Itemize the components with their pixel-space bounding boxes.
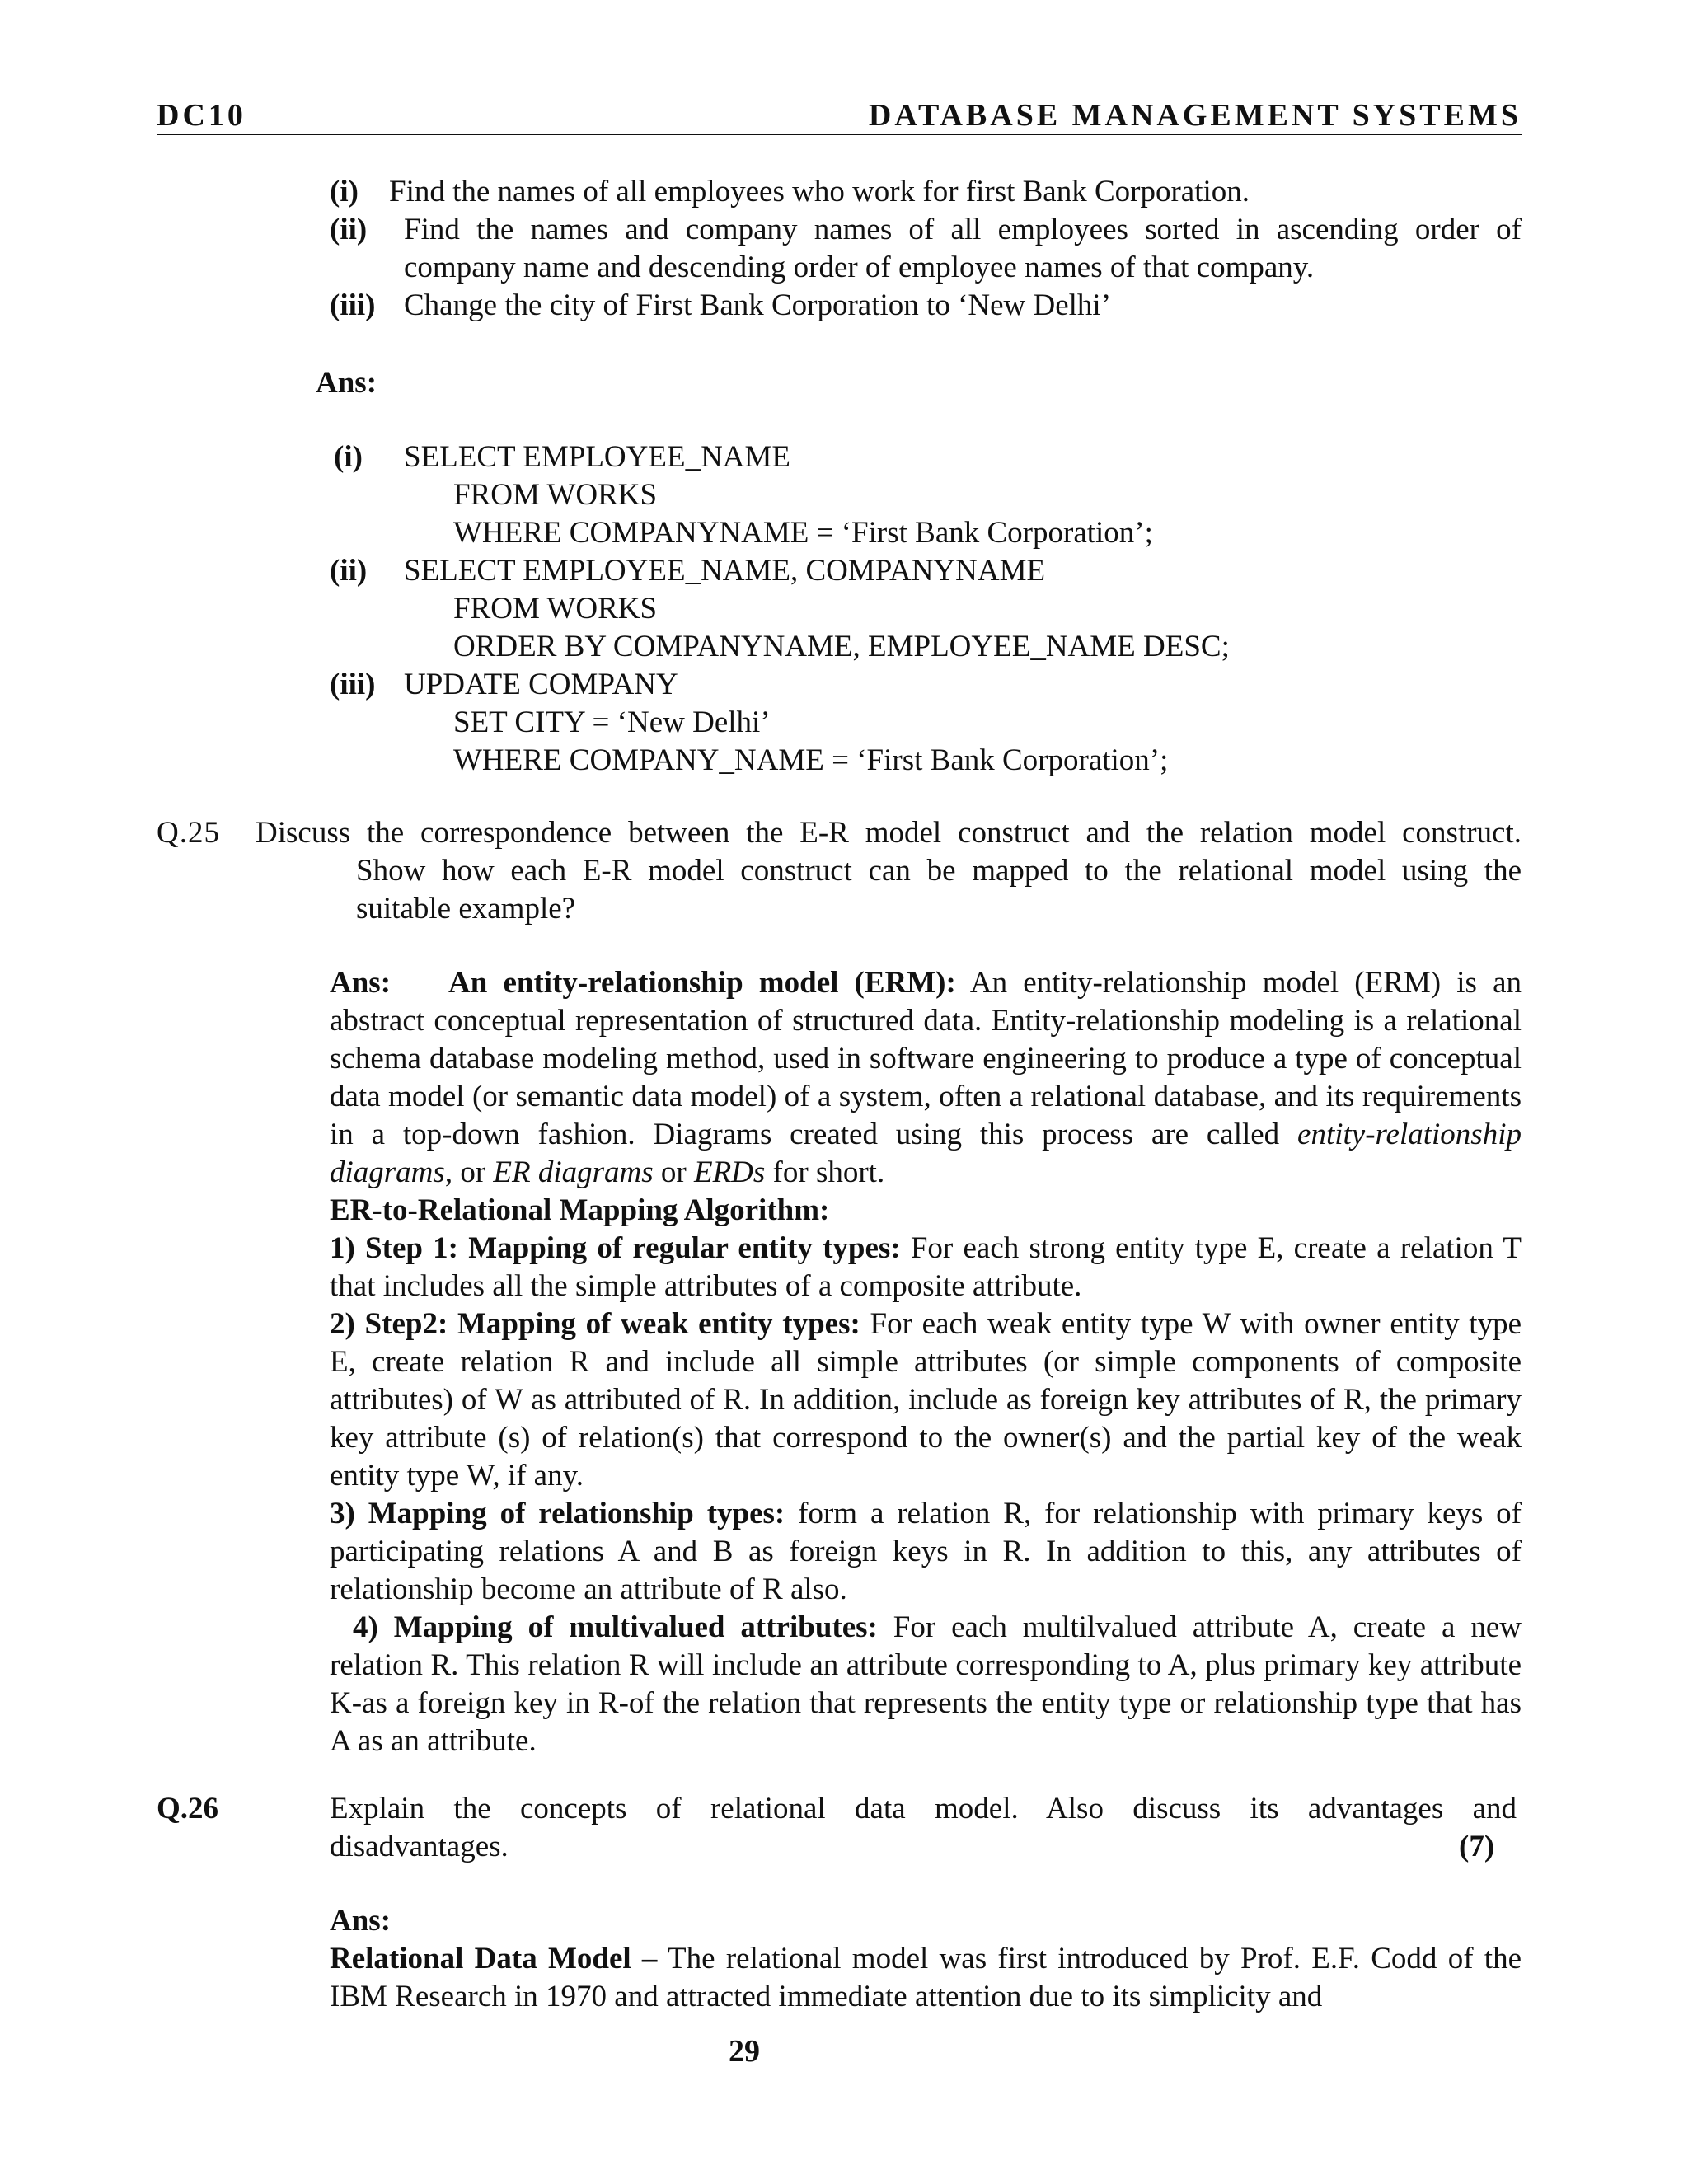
step-3-text: form a relation R, for relationship with primary keys of participating relations A and B as foreign keys in R. In addition to this, any attributes of relationship become an attribute of R also. [330,1497,1522,1606]
question-text-iii: Change the city of First Bank Corporation to ‘New Delhi’ [404,288,1112,322]
header-title: DATABASE MANAGEMENT SYSTEMS [868,98,1522,133]
sql-num-iii: (iii) [330,668,376,701]
erm-title: An entity-relationship model (ERM): [448,966,956,1000]
rdm-text: The relational model was first introduced by Prof. E.F. Codd of the IBM Research in 1970 and attracted immediate attention due to its simplicity and [330,1942,1522,2013]
step-1-text: For each strong entity type E, create a relation T that includes all the simple attributes of a composite attribute. [330,1231,1522,1303]
q26-ans-label: Ans: [330,1904,392,1938]
sql-num-i: (i) [334,440,363,474]
erm-text: An entity-relationship model (ERM) is an abstract conceptual representation of structured data. Entity-relationship modeling is a relational schema database modeling method, used in software engineering to produce a type of conceptual data model (or semantic data model) of a system, often a relational database, and its requirements in a top-down fashion. Diagrams created using this process are called [330,966,1522,1151]
question-25-line2: Show how each E-R model construct can be mapped to the relational model using the [356,854,1522,888]
step-1-title: 1) Step 1: Mapping of regular entity types: [330,1231,901,1265]
sql-ii-line1: SELECT EMPLOYEE_NAME, COMPANYNAME [404,554,1046,588]
question-text-ii: Find the names and company names of all employees sorted in ascending order of [404,213,1522,246]
header-course-code: DC10 [157,98,246,133]
step-4-paragraph [330,1609,1522,1760]
step-1-paragraph [330,1230,1522,1305]
sql-iii-line1: UPDATE COMPANY [404,668,678,701]
sql-num-ii: (ii) [330,554,368,588]
header-rule [157,134,1522,135]
rdm-title: Relational Data Model – [330,1942,658,1975]
step-2-title: 2) Step2: Mapping of weak entity types: [330,1307,860,1341]
sql-i-line2: FROM WORKS [453,478,658,512]
question-25-line3: suitable example? [356,892,576,926]
question-25-line1: Discuss the correspondence between the E-R model construct and the relation model construct. [256,816,1522,850]
question-text-ii-cont: company name and descending order of employee names of that company. [404,251,1315,284]
sql-ii-line3: ORDER BY COMPANYNAME, EMPLOYEE_NAME DESC; [453,630,1230,663]
erm-italic-1: entity-relationship diagrams [330,1118,1522,1189]
step-4-text: For each multilvalued attribute A, create a new relation R. This relation R will include an attribute corresponding to A, plus primary key attribute K-as a foreign key in R-of the relation that represents the entity type or relationship type that has A as an attribute. [330,1610,1522,1758]
erm-italic-2: ER diagrams [493,1155,654,1189]
sql-i-line1: SELECT EMPLOYEE_NAME [404,440,791,474]
erm-italic-3: ERDs [693,1155,766,1189]
step-2-text: For each weak entity type W with owner entity type E, create relation R and include all simple attributes (or simple components of composite attributes) of W as attributed of R. In addition, include as foreign key attributes of R, the primary key attribute (s) of relation(s) that correspond to the owner(s) and the partial key of the weak entity type W, if any. [330,1307,1522,1493]
erm-connector-2: or [653,1155,694,1189]
question-26-marks: (7) [1459,1830,1495,1863]
step-3-title: 3) Mapping of relationship types: [330,1497,785,1530]
sql-iii-line2: SET CITY = ‘New Delhi’ [453,705,771,739]
algorithm-title: ER-to-Relational Mapping Algorithm: [330,1193,830,1227]
q25-ans-label: Ans: [330,966,392,1000]
question-26-line1: Explain the concepts of relational data model. Also discuss its advantages and [330,1792,1517,1825]
question-num-iii: (iii) [330,288,376,322]
question-num-ii: (ii) [330,213,368,246]
erm-connector-1: , or [444,1155,494,1189]
question-26-line2: disadvantages. [330,1830,509,1863]
relational-model-paragraph [330,1940,1522,2016]
erm-paragraph [330,964,1522,1192]
question-25-number: Q.25 [157,816,220,850]
erm-connector-3: for short. [765,1155,885,1189]
sql-iii-line3: WHERE COMPANY_NAME = ‘First Bank Corporation’; [453,743,1169,777]
question-num-i: (i) [330,175,359,209]
step-4-title: 4) Mapping of multivalued attributes: [353,1610,878,1644]
question-text-i: Find the names of all employees who work for first Bank Corporation. [389,175,1250,209]
step-3-paragraph [330,1495,1522,1609]
page-number: 29 [729,2034,760,2069]
q25-answer-block [330,964,1522,1760]
answer-label: Ans: [316,366,377,400]
step-2-paragraph [330,1305,1522,1495]
sql-ii-line2: FROM WORKS [453,592,658,626]
sql-i-line3: WHERE COMPANYNAME = ‘First Bank Corporation’; [453,516,1153,550]
question-26-number: Q.26 [157,1792,219,1825]
